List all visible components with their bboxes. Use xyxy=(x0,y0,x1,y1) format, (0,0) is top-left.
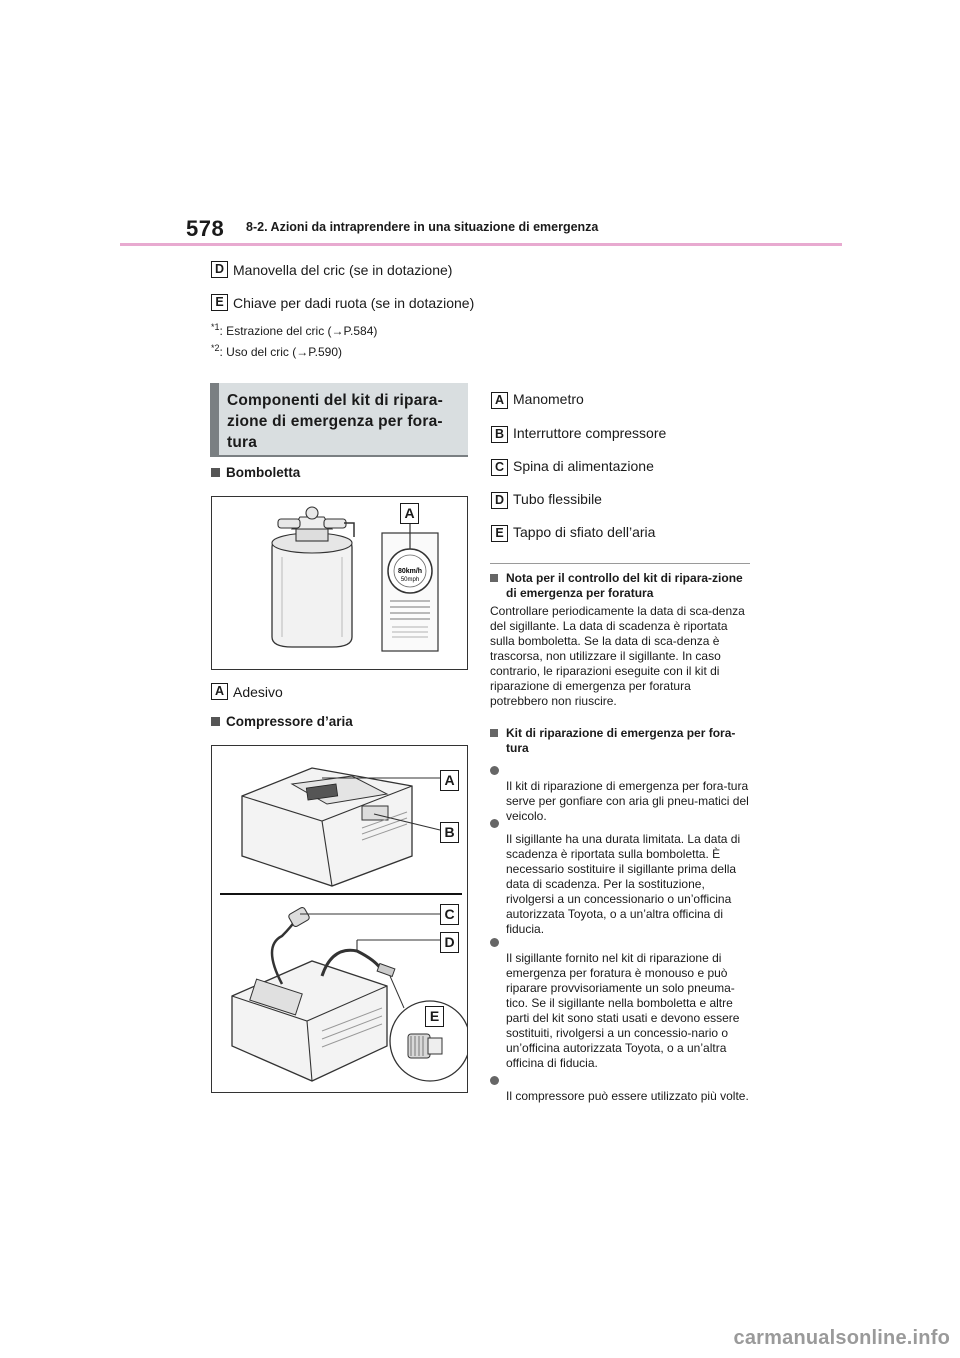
note1-body: Controllare periodicamente la data di sca-denza del sigillante. La data di scadenza è riportata sulla bomboletta. Se la data di sca-denza è trascorsa, non utilizzare il sigillante. In caso contrario, le riparazioni eseguite con il kit di riparazione di emergenza per foratura potrebbero non riuscire. xyxy=(490,604,745,708)
subheading-text: Compressore d’aria xyxy=(226,714,353,729)
subheading-compressore xyxy=(211,714,353,729)
legend-adesivo xyxy=(211,684,283,702)
letter-box: A xyxy=(491,392,508,409)
right-item-b xyxy=(491,425,666,443)
note1-title xyxy=(490,571,752,601)
callout-e: E xyxy=(425,1006,444,1027)
section-title-line: tura xyxy=(227,434,258,451)
section-heading xyxy=(210,383,468,455)
note-title-text: Kit di riparazione di emergenza per fora-tura xyxy=(506,726,736,755)
bullet-item xyxy=(490,1074,752,1104)
item-row-e xyxy=(211,295,474,313)
bullet-dot-icon xyxy=(490,938,499,947)
figure-compressore xyxy=(211,745,468,1093)
item-text: Chiave per dadi ruota (se in dotazione) xyxy=(233,295,475,311)
bullet-item xyxy=(490,817,752,937)
square-bullet-icon xyxy=(211,468,220,477)
letter-box: E xyxy=(211,294,228,311)
subheading-text: Bomboletta xyxy=(226,465,301,480)
right-item-a xyxy=(491,391,584,409)
bullet-dot-icon xyxy=(490,819,499,828)
letter-box: A xyxy=(211,683,228,700)
letter-box: E xyxy=(491,525,508,542)
item-text: Tappo di sfiato dell’aria xyxy=(513,524,656,540)
item-text: Tubo flessibile xyxy=(513,491,602,507)
section-heading-rule xyxy=(210,455,468,457)
note-title-text: Nota per il controllo del kit di ripara-zione di emergenza per foratura xyxy=(506,571,743,600)
item-row-d xyxy=(211,262,452,280)
square-bullet-icon xyxy=(490,574,498,582)
page-number: 578 xyxy=(186,216,225,241)
bullet-item xyxy=(490,936,752,1071)
subheading-bomboletta xyxy=(211,465,300,480)
compressor-illustration xyxy=(212,746,467,1092)
bullet-text: Il kit di riparazione di emergenza per fora-tura serve per gonfiare con aria gli pneu-matici del veicolo. xyxy=(506,779,749,823)
section-title-line: Componenti del kit di ripara- xyxy=(227,392,443,409)
footnote-mark: *2 xyxy=(211,343,220,353)
bullet-item xyxy=(490,764,752,824)
letter-box: B xyxy=(491,426,508,443)
bullet-text: Il compressore può essere utilizzato più volte. xyxy=(506,1089,749,1103)
callout-c: C xyxy=(440,904,459,925)
header-divider xyxy=(120,243,842,246)
item-text: Spina di alimentazione xyxy=(513,458,654,474)
right-item-d xyxy=(491,491,602,509)
bullet-text: Il sigillante fornito nel kit di riparazione di emergenza per foratura è monouso e può riparare provvisoriamente un solo pneuma-tico. Se il sigillante nella bomboletta e altre parti del kit sono stati usati e devono essere sostituiti, rivolgersi a un concessio-nario o un’officina autorizzata Toyota, o a un’altra officina di fiducia. xyxy=(506,951,740,1070)
letter-box: D xyxy=(211,261,228,278)
callout-b: B xyxy=(440,822,459,843)
note2-title xyxy=(490,726,752,756)
footnote-1 xyxy=(211,322,377,338)
bullet-text: Il sigillante ha una durata limitata. La data di scadenza è riportata sulla bomboletta. È necessario sostituire il sigillante prima della data di scadenza. Per la sostituzione, rivolgersi a un concessionario o un’officina autorizzata Toyota, o a un’altra officina di fiducia. xyxy=(506,832,741,936)
item-text: Manovella del cric (se in dotazione) xyxy=(233,262,453,278)
section-title-line: zione di emergenza per fora- xyxy=(227,413,443,430)
letter-box: D xyxy=(491,492,508,509)
square-bullet-icon xyxy=(490,729,498,737)
right-item-e xyxy=(491,524,655,542)
callout-d: D xyxy=(440,932,459,953)
sealant-bottle-illustration xyxy=(212,497,467,669)
footnote-text: : Estrazione del cric (→P.584) xyxy=(219,324,378,338)
item-text: Interruttore compressore xyxy=(513,425,667,441)
figure-bomboletta xyxy=(211,496,468,670)
footnote-text: : Uso del cric (→P.590) xyxy=(219,345,343,359)
letter-box: C xyxy=(491,459,508,476)
item-text: Adesivo xyxy=(233,684,283,700)
item-text: Manometro xyxy=(513,391,584,407)
chapter-title: 8-2. Azioni da intraprendere in una situazione di emergenza xyxy=(246,220,599,234)
notes-divider xyxy=(490,563,750,564)
label-speed-mph: 50mph xyxy=(400,577,420,583)
callout-a: A xyxy=(400,503,419,524)
label-speed: 80km/h xyxy=(397,568,423,575)
watermark: carmanualsonline.info xyxy=(733,1327,950,1349)
footnote-2 xyxy=(211,343,342,359)
right-item-c xyxy=(491,458,654,476)
footnote-mark: *1 xyxy=(211,322,220,332)
callout-a: A xyxy=(440,770,459,791)
bullet-dot-icon xyxy=(490,1076,499,1085)
square-bullet-icon xyxy=(211,717,220,726)
bullet-dot-icon xyxy=(490,766,499,775)
